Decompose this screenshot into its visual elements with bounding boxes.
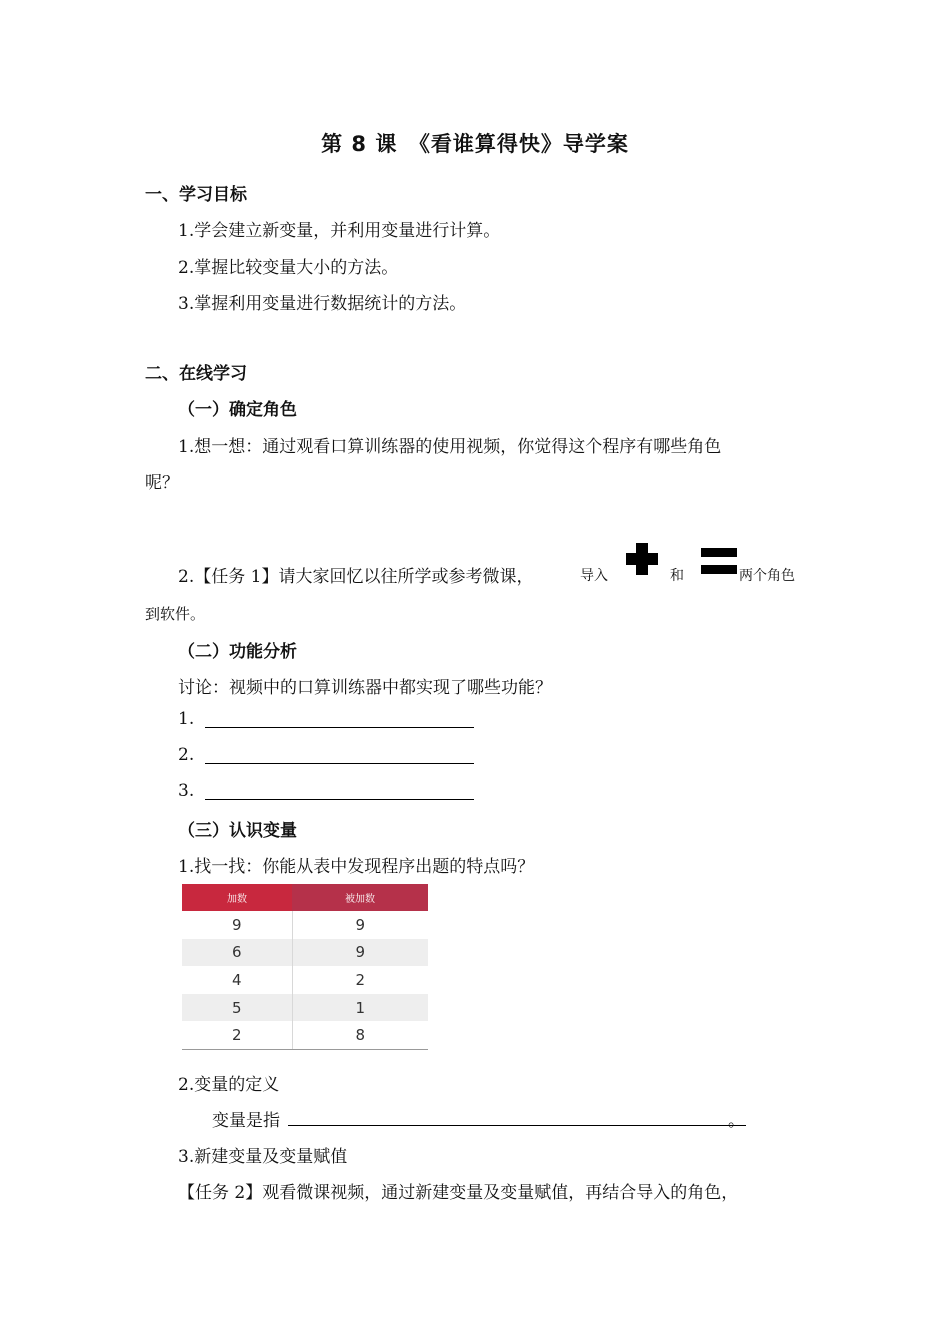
definition-blank[interactable] [288,1125,746,1126]
section1-heading: 一、学习目标 [145,185,247,205]
definition-prefix: 变量是指 [212,1111,280,1131]
goal-item-3: 3.掌握利用变量进行数据统计的方法。 [178,294,467,314]
subsection-roles-heading: （一）确定角色 [178,400,297,420]
table-cell: 2 [182,1021,292,1049]
table-cell: 9 [182,911,292,939]
table-cell: 6 [182,939,292,967]
question-roles-line1: 1.想一想：通过观看口算训练器的使用视频，你觉得这个程序有哪些角色 [178,437,722,457]
task1-import-label: 导入 [580,568,608,584]
table-row [182,911,428,939]
page-title: 第 8 课 《看谁算得快》导学案 [321,132,629,156]
table-cell: 8 [292,1021,428,1049]
definition-title: 2.变量的定义 [178,1075,280,1095]
answer-blank-3[interactable] [205,799,474,800]
table-row [182,1021,428,1049]
task1-suffix-label: 两个角色 [739,568,795,584]
plus-icon [624,541,660,577]
table-cell: 2 [355,970,366,989]
table-cell: 4 [182,966,292,994]
table-cell: 5 [182,994,292,1022]
blank-label-1: 1. [178,709,195,729]
subsection-variable-heading: （三）认识变量 [178,821,297,841]
table-cell: 9 [292,939,428,967]
equals-icon [700,546,738,576]
find-question: 1.找一找：你能从表中发现程序出题的特点吗？ [178,857,535,877]
goal-item-1: 1.学会建立新变量，并利用变量进行计算。 [178,221,501,241]
task1-line2: 到软件。 [145,605,206,623]
blank-label-3: 3. [178,781,195,801]
table-cell: 9 [355,915,366,934]
table-header-augend: 被加数 [292,884,428,911]
table-row [182,939,428,967]
table-header-addend: 加数 [182,884,292,911]
table-row [182,966,428,994]
table-cell: 1 [292,994,428,1022]
blank-label-2: 2. [178,745,195,765]
definition-end: 。 [728,1111,745,1131]
question-roles-line2: 呢？ [145,473,179,493]
addend-table [182,884,428,1050]
discussion-text: 讨论：视频中的口算训练器中都实现了哪些功能？ [178,678,552,698]
task2-text: 【任务 2】观看微课视频，通过新建变量及变量赋值，再结合导入的角色， [178,1183,739,1203]
task1-and-label: 和 [670,568,684,584]
task1-text: 2.【任务 1】请大家回忆以往所学或参考微课， [178,567,534,587]
goal-item-2: 2.掌握比较变量大小的方法。 [178,258,399,278]
create-variable-title: 3.新建变量及变量赋值 [178,1147,348,1167]
table-row [182,994,428,1022]
section2-heading: 二、在线学习 [145,364,247,384]
answer-blank-1[interactable] [205,727,474,728]
answer-blank-2[interactable] [205,763,474,764]
subsection-function-heading: （二）功能分析 [178,642,297,662]
